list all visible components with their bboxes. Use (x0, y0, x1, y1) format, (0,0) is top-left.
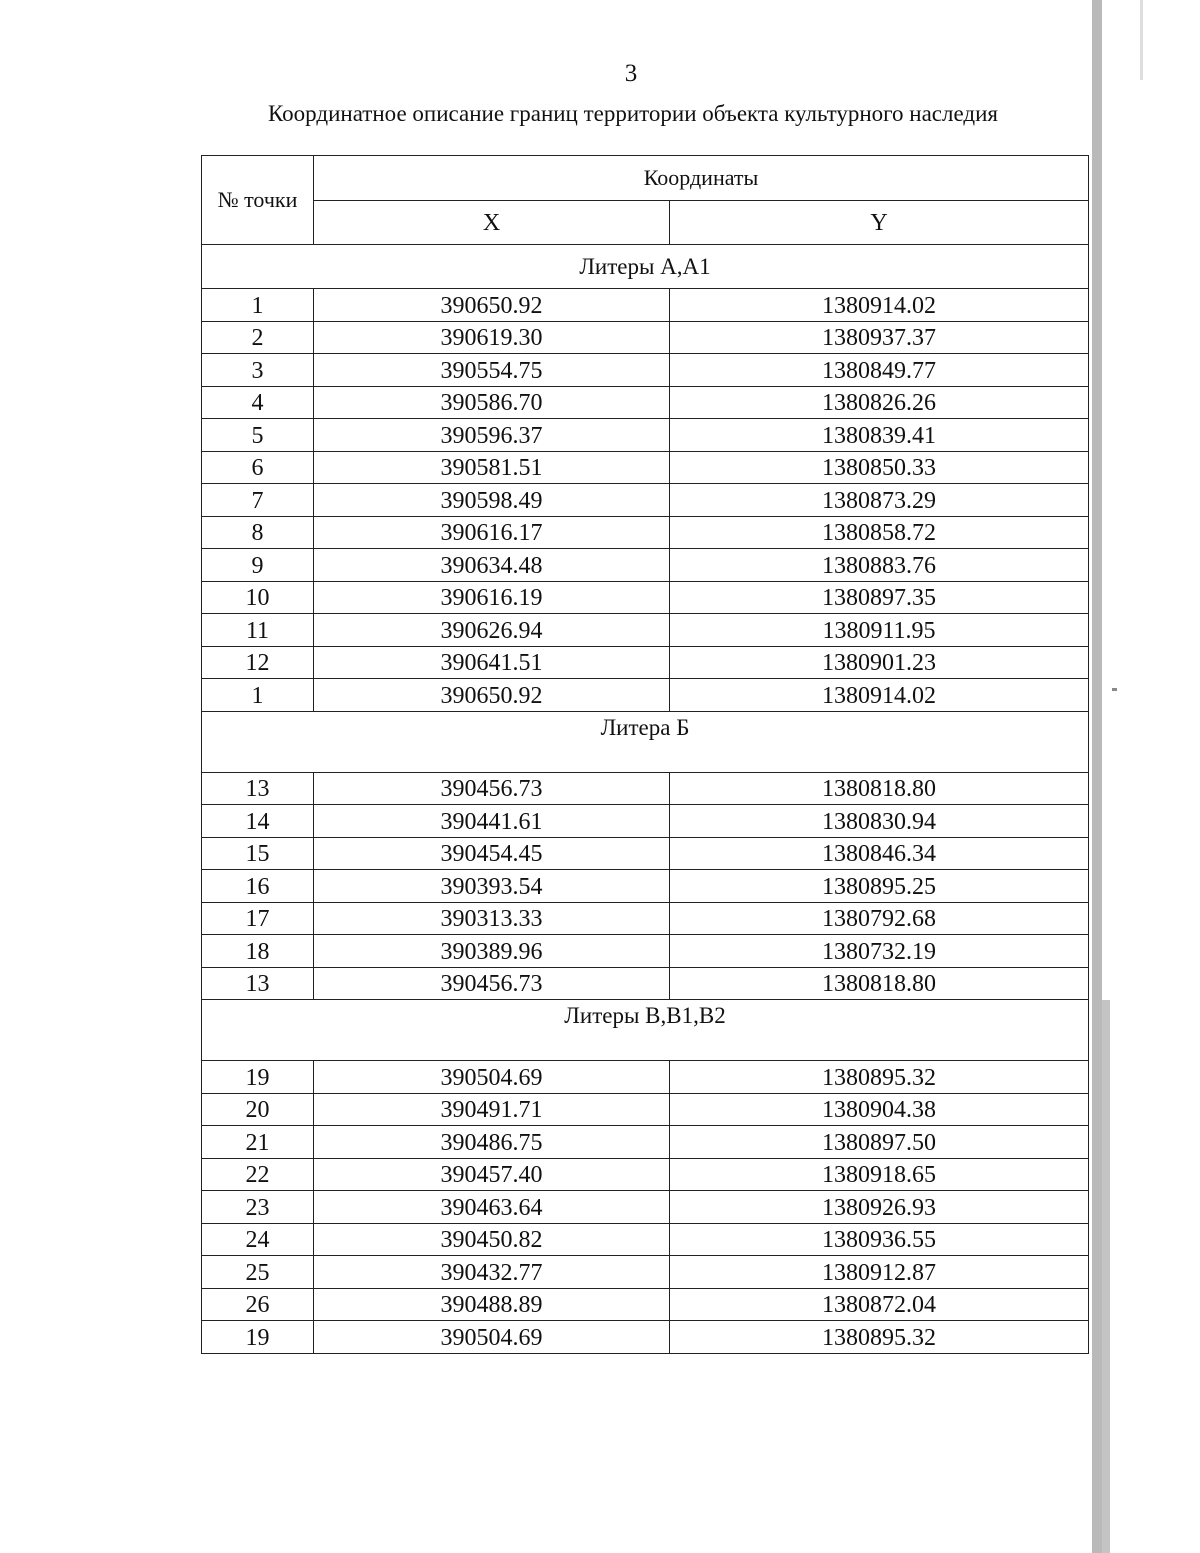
y-coordinate-cell: 1380897.50 (670, 1126, 1089, 1159)
y-coordinate-cell: 1380792.68 (670, 902, 1089, 935)
x-coordinate-cell: 390616.19 (314, 581, 670, 614)
y-coordinate-cell: 1380895.32 (670, 1321, 1089, 1354)
y-coordinate-cell: 1380846.34 (670, 837, 1089, 870)
section-row (202, 1000, 1089, 1061)
x-coordinate-cell: 390504.69 (314, 1061, 670, 1094)
coordinates-table (201, 155, 1089, 1354)
point-number-cell: 13 (202, 772, 314, 805)
y-coordinate-cell: 1380926.93 (670, 1191, 1089, 1224)
table-row (202, 1256, 1089, 1289)
x-coordinate-cell: 390393.54 (314, 870, 670, 903)
x-coordinate-cell: 390650.92 (314, 679, 670, 712)
y-coordinate-cell: 1380937.37 (670, 321, 1089, 354)
x-coordinate-cell: 390598.49 (314, 484, 670, 517)
x-coordinate-cell: 390504.69 (314, 1321, 670, 1354)
table-row (202, 870, 1089, 903)
point-number-cell: 14 (202, 805, 314, 838)
point-number-header: № точки (202, 156, 314, 245)
table-row (202, 1126, 1089, 1159)
table-row (202, 837, 1089, 870)
x-coordinate-cell: 390581.51 (314, 451, 670, 484)
table-row (202, 321, 1089, 354)
y-coordinate-cell: 1380872.04 (670, 1288, 1089, 1321)
y-coordinate-cell: 1380897.35 (670, 581, 1089, 614)
x-coordinate-cell: 390641.51 (314, 646, 670, 679)
table-row (202, 516, 1089, 549)
x-coordinate-cell: 390616.17 (314, 516, 670, 549)
x-column-header: X (314, 201, 670, 245)
table-row (202, 289, 1089, 322)
y-coordinate-cell: 1380914.02 (670, 289, 1089, 322)
y-column-header: Y (670, 201, 1089, 245)
x-coordinate-cell: 390650.92 (314, 289, 670, 322)
y-coordinate-cell: 1380904.38 (670, 1093, 1089, 1126)
point-number-cell: 21 (202, 1126, 314, 1159)
table-row (202, 967, 1089, 1000)
scan-edge-shadow (1092, 0, 1102, 1553)
y-coordinate-cell: 1380918.65 (670, 1158, 1089, 1191)
y-coordinate-cell: 1380850.33 (670, 451, 1089, 484)
table-body (202, 245, 1089, 1354)
table-row (202, 451, 1089, 484)
y-coordinate-cell: 1380911.95 (670, 614, 1089, 647)
y-coordinate-cell: 1380830.94 (670, 805, 1089, 838)
point-number-cell: 15 (202, 837, 314, 870)
point-number-cell: 8 (202, 516, 314, 549)
section-row (202, 711, 1089, 772)
table-row (202, 646, 1089, 679)
table-row (202, 1288, 1089, 1321)
table-header-row (202, 156, 1089, 201)
point-number-cell: 22 (202, 1158, 314, 1191)
coordinates-header: Координаты (314, 156, 1089, 201)
section-row (202, 245, 1089, 289)
point-number-cell: 6 (202, 451, 314, 484)
point-number-cell: 13 (202, 967, 314, 1000)
y-coordinate-cell: 1380912.87 (670, 1256, 1089, 1289)
table-row (202, 805, 1089, 838)
table-row (202, 581, 1089, 614)
x-coordinate-cell: 390441.61 (314, 805, 670, 838)
x-coordinate-cell: 390432.77 (314, 1256, 670, 1289)
y-coordinate-cell: 1380818.80 (670, 967, 1089, 1000)
point-number-cell: 16 (202, 870, 314, 903)
x-coordinate-cell: 390626.94 (314, 614, 670, 647)
x-coordinate-cell: 390619.30 (314, 321, 670, 354)
section-label: Литеры А,А1 (202, 245, 1089, 289)
point-number-cell: 26 (202, 1288, 314, 1321)
point-number-cell: 24 (202, 1223, 314, 1256)
x-coordinate-cell: 390456.73 (314, 772, 670, 805)
y-coordinate-cell: 1380901.23 (670, 646, 1089, 679)
y-coordinate-cell: 1380818.80 (670, 772, 1089, 805)
x-coordinate-cell: 390488.89 (314, 1288, 670, 1321)
y-coordinate-cell: 1380839.41 (670, 419, 1089, 452)
table-row (202, 935, 1089, 968)
table-row (202, 679, 1089, 712)
table-subheader-row (202, 201, 1089, 245)
document-title: Координатное описание границ территории объекта культурного наследия (267, 101, 998, 126)
point-number-cell: 12 (202, 646, 314, 679)
x-coordinate-cell: 390596.37 (314, 419, 670, 452)
table-row (202, 549, 1089, 582)
point-number-cell: 1 (202, 289, 314, 322)
point-number-cell: 9 (202, 549, 314, 582)
x-coordinate-cell: 390389.96 (314, 935, 670, 968)
table-row (202, 902, 1089, 935)
point-number-cell: 25 (202, 1256, 314, 1289)
point-number-cell: 5 (202, 419, 314, 452)
x-coordinate-cell: 390454.45 (314, 837, 670, 870)
x-coordinate-cell: 390634.48 (314, 549, 670, 582)
x-coordinate-cell: 390463.64 (314, 1191, 670, 1224)
table-row (202, 614, 1089, 647)
y-coordinate-cell: 1380895.25 (670, 870, 1089, 903)
x-coordinate-cell: 390457.40 (314, 1158, 670, 1191)
table-row (202, 1158, 1089, 1191)
y-coordinate-cell: 1380936.55 (670, 1223, 1089, 1256)
y-coordinate-cell: 1380873.29 (670, 484, 1089, 517)
x-coordinate-cell: 390586.70 (314, 386, 670, 419)
point-number-cell: 10 (202, 581, 314, 614)
table-row (202, 772, 1089, 805)
point-number-cell: 4 (202, 386, 314, 419)
y-coordinate-cell: 1380883.76 (670, 549, 1089, 582)
x-coordinate-cell: 390313.33 (314, 902, 670, 935)
table-row (202, 1321, 1089, 1354)
y-coordinate-cell: 1380895.32 (670, 1061, 1089, 1094)
table-row (202, 419, 1089, 452)
point-number-cell: 2 (202, 321, 314, 354)
x-coordinate-cell: 390456.73 (314, 967, 670, 1000)
point-number-cell: 17 (202, 902, 314, 935)
scan-edge-shadow-lower (1102, 1000, 1110, 1553)
table-row (202, 1093, 1089, 1126)
point-number-cell: 1 (202, 679, 314, 712)
x-coordinate-cell: 390450.82 (314, 1223, 670, 1256)
y-coordinate-cell: 1380858.72 (670, 516, 1089, 549)
x-coordinate-cell: 390486.75 (314, 1126, 670, 1159)
point-number-cell: 19 (202, 1321, 314, 1354)
y-coordinate-cell: 1380914.02 (670, 679, 1089, 712)
table-row (202, 1191, 1089, 1224)
point-number-cell: 11 (202, 614, 314, 647)
table-row (202, 484, 1089, 517)
table-row (202, 354, 1089, 387)
point-number-cell: 18 (202, 935, 314, 968)
table-row (202, 1061, 1089, 1094)
x-coordinate-cell: 390554.75 (314, 354, 670, 387)
page-number: 3 (624, 60, 638, 87)
point-number-cell: 3 (202, 354, 314, 387)
point-number-cell: 20 (202, 1093, 314, 1126)
scan-speck (1112, 688, 1117, 691)
y-coordinate-cell: 1380826.26 (670, 386, 1089, 419)
table-row (202, 1223, 1089, 1256)
table-row (202, 386, 1089, 419)
point-number-cell: 7 (202, 484, 314, 517)
point-number-cell: 19 (202, 1061, 314, 1094)
y-coordinate-cell: 1380849.77 (670, 354, 1089, 387)
point-number-cell: 23 (202, 1191, 314, 1224)
x-coordinate-cell: 390491.71 (314, 1093, 670, 1126)
y-coordinate-cell: 1380732.19 (670, 935, 1089, 968)
section-label: Литеры В,В1,В2 (202, 1000, 1089, 1061)
section-label: Литера Б (202, 711, 1089, 772)
